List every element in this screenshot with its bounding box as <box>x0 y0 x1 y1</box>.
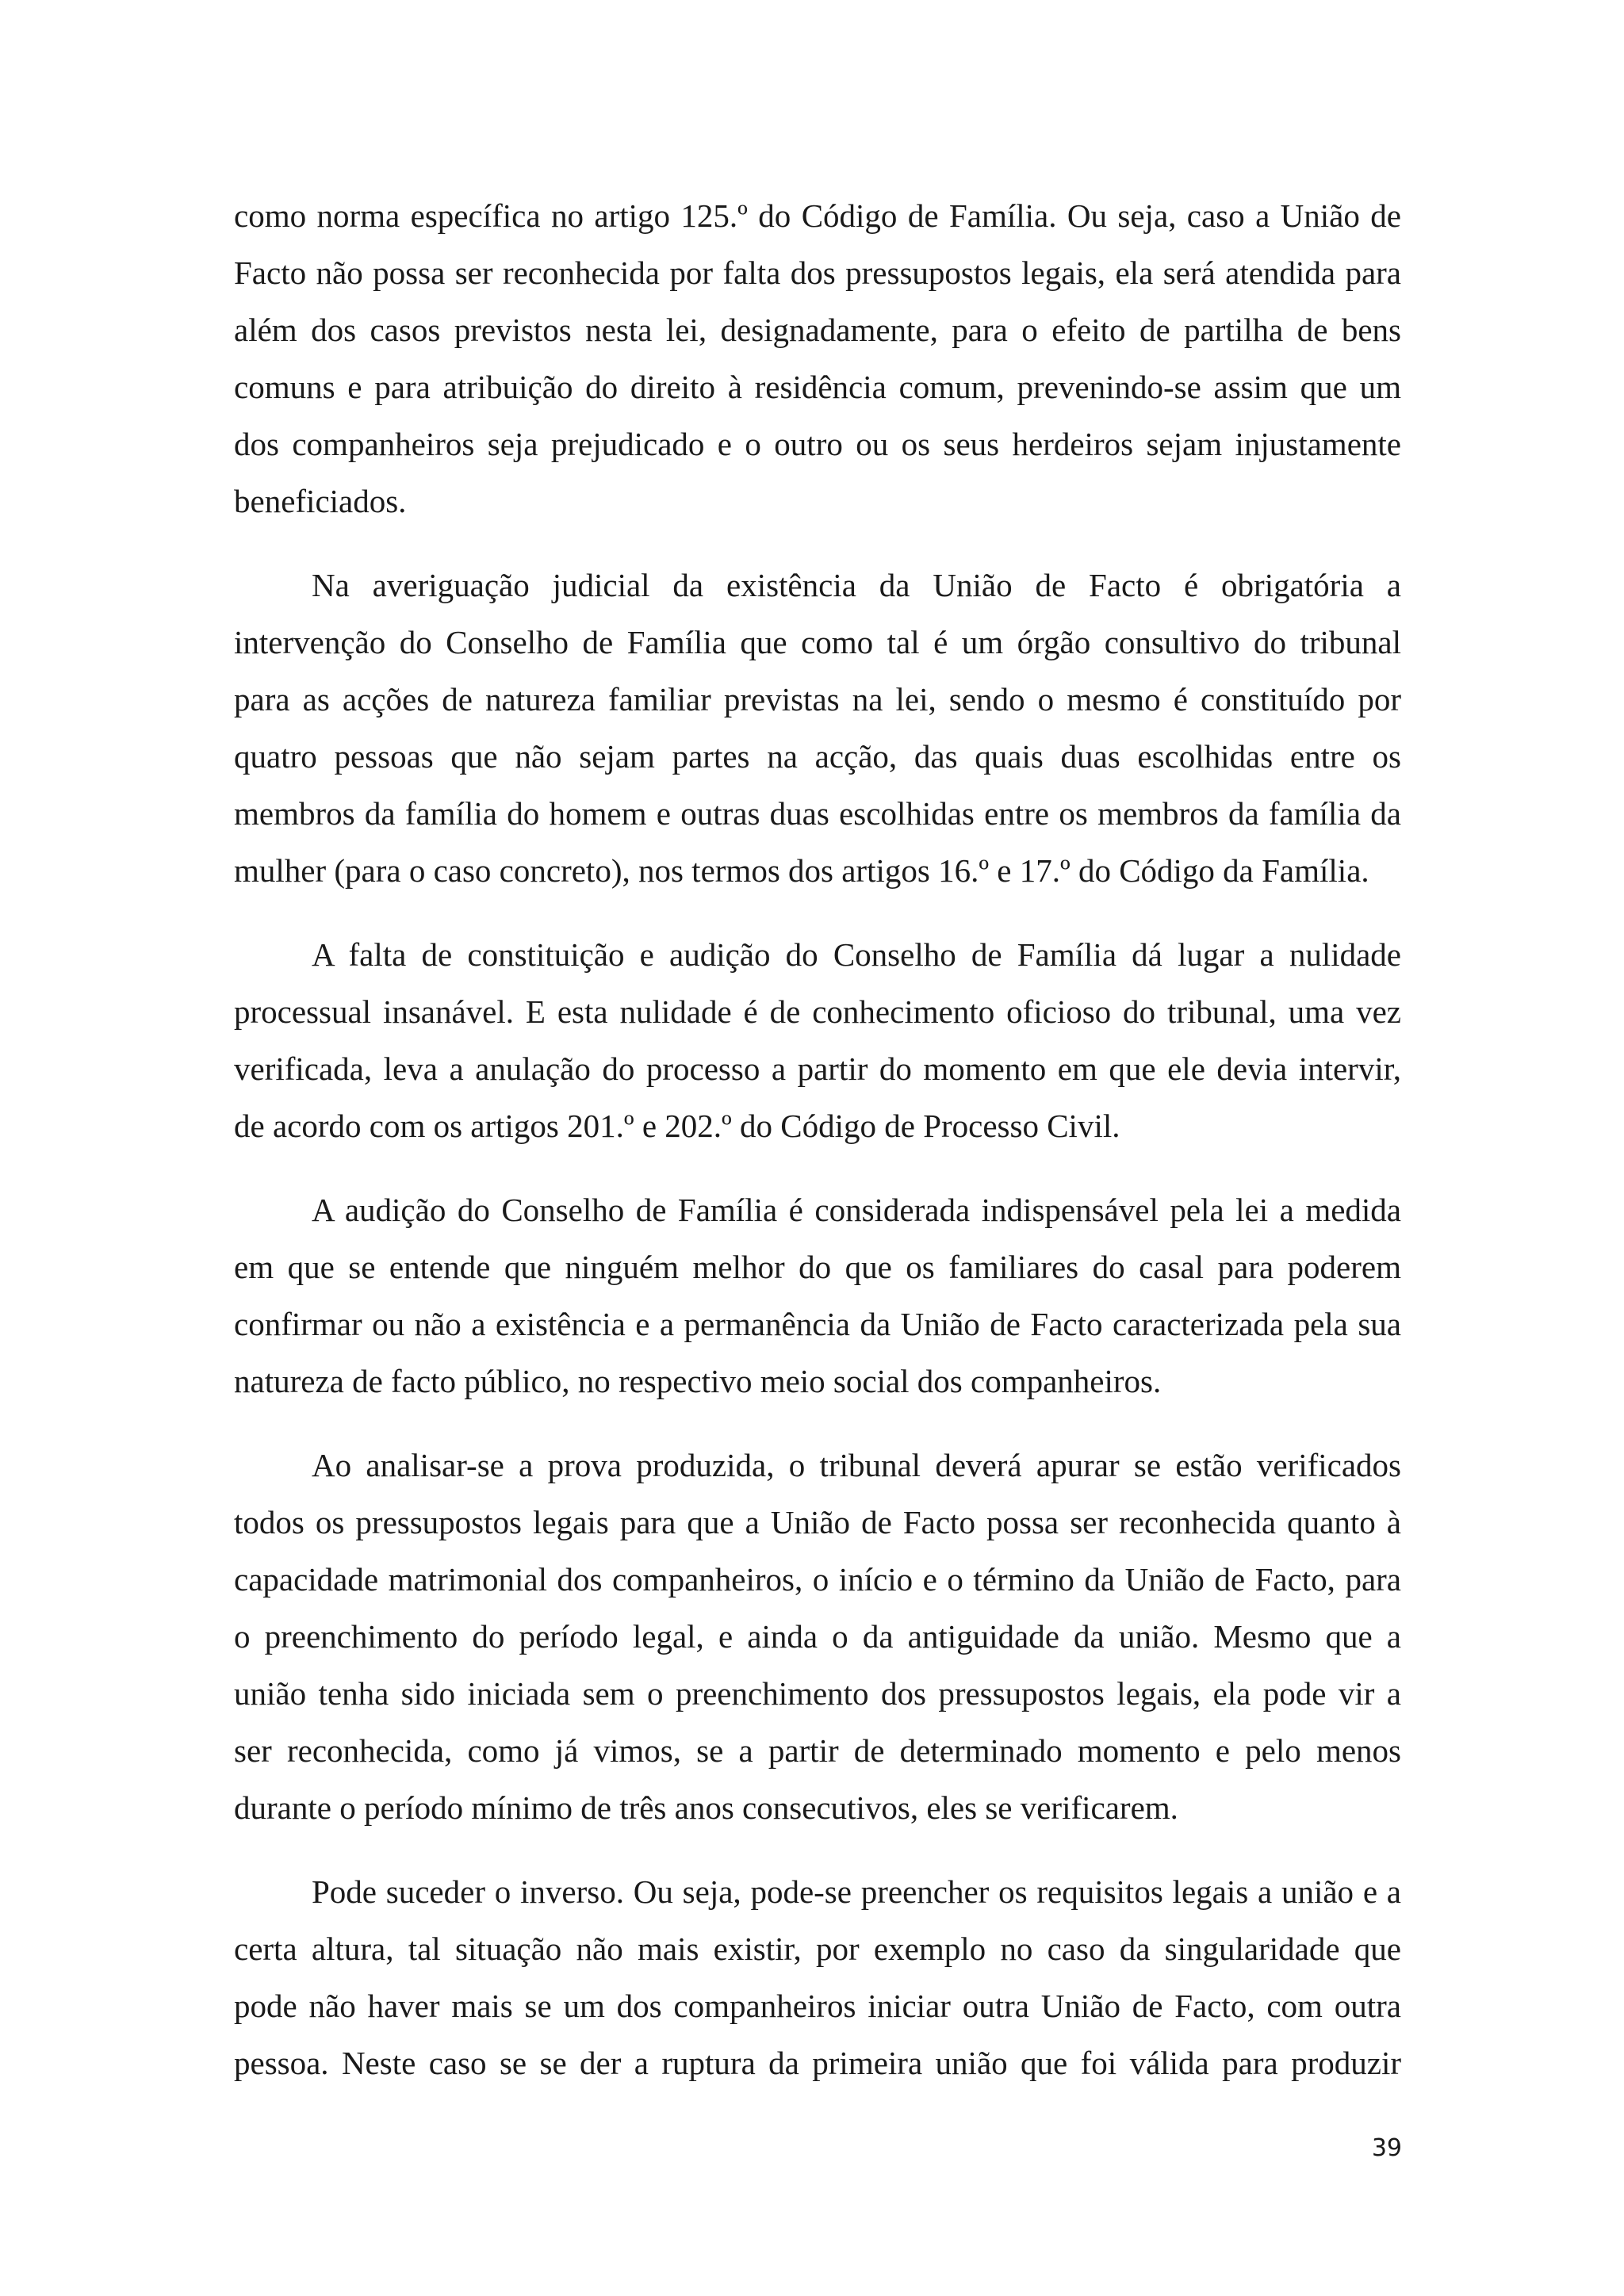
text-line: membros da família do homem e outras duas escolhidas entre os membros da família da <box>234 795 1401 832</box>
text-line: ser reconhecida, como já vimos, se a partir de determinado momento e pelo menos <box>234 1732 1401 1769</box>
text-line: Na averiguação judicial da existência da União de Facto é obrigatória a <box>312 567 1401 603</box>
text-line: dos companheiros seja prejudicado e o outro ou os seus herdeiros sejam injustamente <box>234 426 1401 462</box>
text-line: pode não haver mais se um dos companheiros iniciar outra União de Facto, com outra <box>234 1988 1401 2024</box>
page-number: 39 <box>1371 2134 1402 2162</box>
paragraph <box>234 1181 1401 1410</box>
text-line: beneficiados. <box>234 483 407 519</box>
text-line: pessoa. Neste caso se se der a ruptura da primeira união que foi válida para produzir <box>234 2045 1401 2081</box>
text-line: verificada, leva a anulação do processo a partir do momento em que ele devia intervir, <box>234 1050 1401 1087</box>
text-line: quatro pessoas que não sejam partes na acção, das quais duas escolhidas entre os <box>234 738 1401 775</box>
text-line: união tenha sido iniciada sem o preenchimento dos pressupostos legais, ela pode vir a <box>234 1675 1401 1712</box>
text-line: além dos casos previstos nesta lei, designadamente, para o efeito de partilha de bens <box>234 312 1401 348</box>
text-line: certa altura, tal situação não mais existir, por exemplo no caso da singularidade que <box>234 1931 1401 1967</box>
text-line: mulher (para o caso concreto), nos termos dos artigos 16.º e 17.º do Código da Família. <box>234 852 1369 889</box>
text-line: capacidade matrimonial dos companheiros, o início e o término da União de Facto, para <box>234 1561 1401 1598</box>
paragraph <box>234 557 1401 899</box>
text-line: durante o período mínimo de três anos consecutivos, eles se verificarem. <box>234 1789 1178 1826</box>
text-line: A audição do Conselho de Família é considerada indispensável pela lei a medida <box>312 1192 1401 1228</box>
text-line: processual insanável. E esta nulidade é de conhecimento oficioso do tribunal, uma vez <box>234 993 1401 1030</box>
text-line: como norma específica no artigo 125.º do Código de Família. Ou seja, caso a União de <box>234 197 1401 234</box>
text-line: natureza de facto público, no respectivo meio social dos companheiros. <box>234 1363 1162 1399</box>
text-line: Facto não possa ser reconhecida por falta dos pressupostos legais, ela será atendida para <box>234 254 1401 291</box>
text-line: Pode suceder o inverso. Ou seja, pode-se preencher os requisitos legais a união e a <box>312 1873 1401 1910</box>
text-line: confirmar ou não a existência e a permanência da União de Facto caracterizada pela sua <box>234 1306 1401 1342</box>
text-line: de acordo com os artigos 201.º e 202.º do Código de Processo Civil. <box>234 1108 1120 1144</box>
paragraph <box>234 1863 1401 2091</box>
paragraph <box>234 1437 1401 1836</box>
text-line: todos os pressupostos legais para que a União de Facto possa ser reconhecida quanto à <box>234 1504 1401 1540</box>
text-line: intervenção do Conselho de Família que como tal é um órgão consultivo do tribunal <box>234 624 1401 660</box>
text-line: o preenchimento do período legal, e ainda o da antiguidade da união. Mesmo que a <box>234 1618 1401 1655</box>
text-line: Ao analisar-se a prova produzida, o tribunal deverá apurar se estão verificados <box>312 1447 1401 1483</box>
paragraph <box>234 187 1401 530</box>
text-line: em que se entende que ninguém melhor do que os familiares do casal para poderem <box>234 1249 1401 1285</box>
paragraph <box>234 926 1401 1154</box>
body-text <box>234 187 1401 2091</box>
text-line: para as acções de natureza familiar previstas na lei, sendo o mesmo é constituído por <box>234 681 1401 718</box>
text-line: A falta de constituição e audição do Conselho de Família dá lugar a nulidade <box>312 936 1401 973</box>
text-line: comuns e para atribuição do direito à residência comum, prevenindo-se assim que um <box>234 369 1401 405</box>
